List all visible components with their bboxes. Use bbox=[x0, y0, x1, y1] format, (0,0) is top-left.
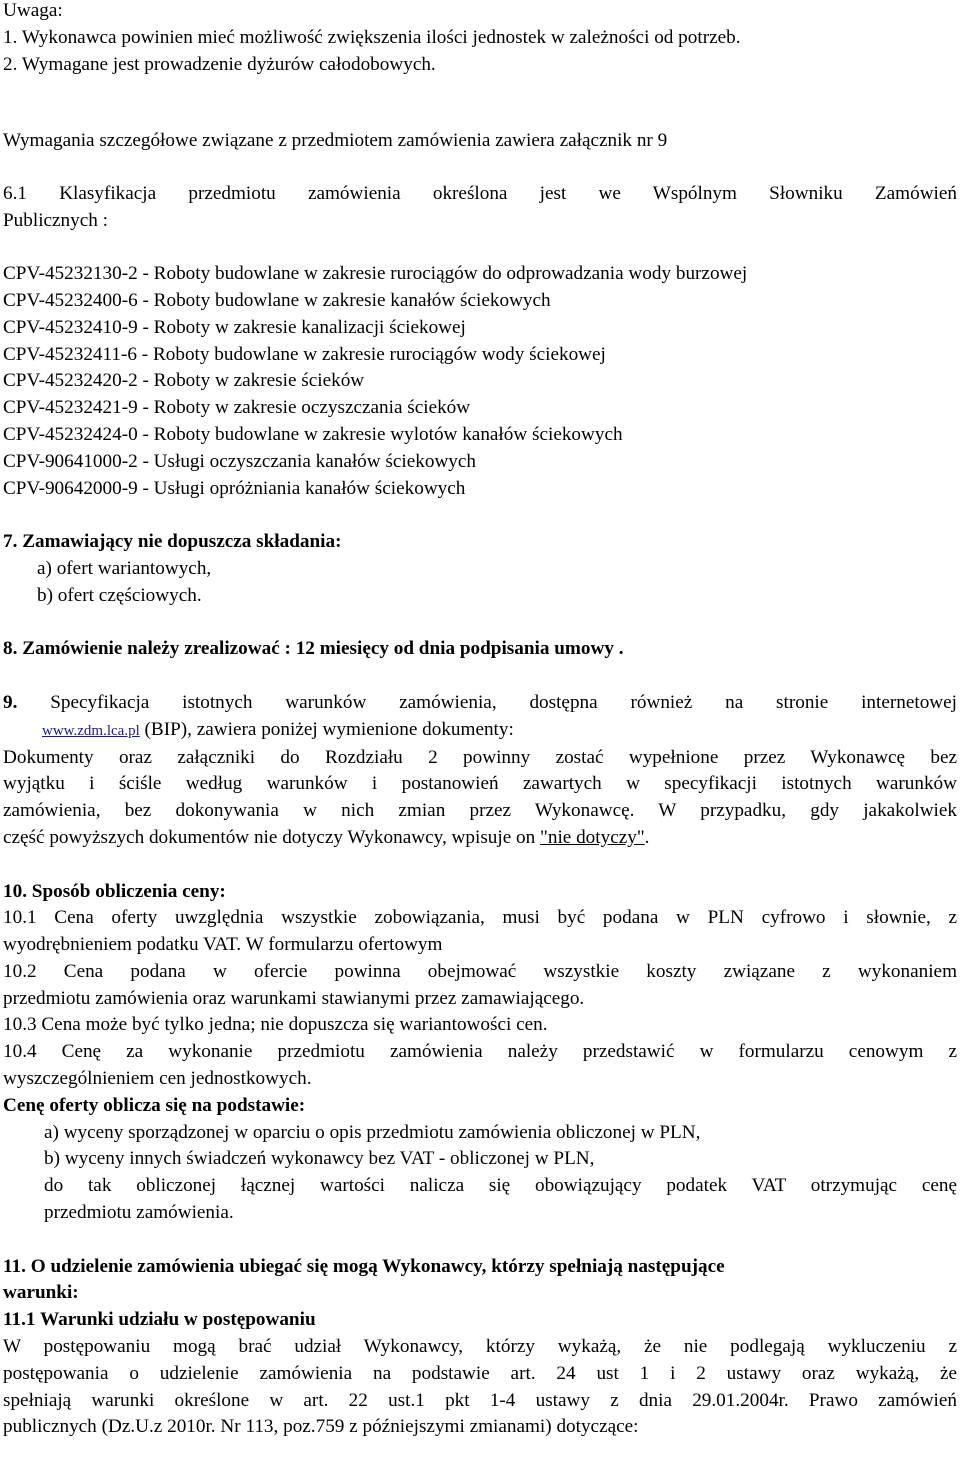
section-9-last-pre: część powyższych dokumentów nie dotyczy Wykonawcy, wpisuje on bbox=[3, 826, 541, 848]
section-9-last-post: . bbox=[644, 826, 650, 848]
cpv-item bbox=[3, 261, 957, 288]
cpv-code: CPV-45232420-2 bbox=[3, 370, 138, 392]
cpv-desc: - Roboty budowlane w zakresie rurociągów wody ściekowej bbox=[136, 343, 606, 365]
cpv-item bbox=[3, 315, 957, 342]
note-item-2: 2. Wymagane jest prowadzenie dyżurów całodobowych. bbox=[3, 53, 436, 75]
cpv-desc: - Roboty budowlane w zakresie wylotów kanałów ściekowych bbox=[137, 423, 623, 445]
section-10-4-line1: 10.4 Cenę za wykonanie przedmiotu zamówienia należy przedstawić w formularzu cenowym z bbox=[3, 1041, 957, 1063]
section-9-para-line: wyjątku i ściśle według warunków i postanowień zawartych w specyfikacji istotnych warunków bbox=[3, 773, 957, 795]
cpv-list bbox=[3, 261, 957, 502]
cpv-desc: - Roboty w zakresie kanalizacji ściekowej bbox=[137, 316, 466, 338]
section-7-heading: 7. Zamawiający nie dopuszcza składania: bbox=[3, 531, 342, 553]
price-basis-a: a) wyceny sporządzonej w oparciu o opis przedmiotu zamówienia obliczonej w PLN, bbox=[44, 1121, 701, 1143]
requirements-line: Wymagania szczegółowe związane z przedmiotem zamówienia zawiera załącznik nr 9 bbox=[3, 130, 668, 152]
cpv-desc: - Roboty budowlane w zakresie rurociągów do odprowadzania wody burzowej bbox=[137, 263, 748, 285]
document-page bbox=[3, 0, 957, 1441]
nie-dotyczy-quote: "nie dotyczy" bbox=[540, 826, 645, 848]
section-6-1-line2: Publicznych : bbox=[3, 209, 108, 231]
cpv-desc: - Usługi opróżniania kanałów ściekowych bbox=[137, 477, 466, 499]
cpv-code: CPV-90642000-9 bbox=[3, 477, 138, 499]
section-10-1-line2: wyodrębnieniem podatku VAT. W formularzu ofertowym bbox=[3, 934, 443, 956]
section-10-4-line2: wyszczególnieniem cen jednostkowych. bbox=[3, 1068, 312, 1090]
section-8-heading: 8. Zamówienie należy zrealizować : 12 miesięcy od dnia podpisania umowy . bbox=[3, 638, 624, 660]
note-item-1: 1. Wykonawca powinien mieć możliwość zwiększenia ilości jednostek w zależności od potrzeb. bbox=[3, 26, 741, 48]
cpv-desc: - Roboty w zakresie oczyszczania ścieków bbox=[137, 397, 471, 419]
section-11-last-line: publicznych (Dz.U.z 2010r. Nr 113, poz.759 z późniejszymi zmianami) dotyczące: bbox=[3, 1416, 639, 1438]
notes-title: Uwaga: bbox=[3, 0, 63, 21]
cpv-item bbox=[3, 476, 957, 503]
cpv-item bbox=[3, 422, 957, 449]
section-11-line: W postępowaniu mogą brać udział Wykonawcy, którzy wykażą, że nie podlegają wykluczeniu z bbox=[3, 1336, 957, 1358]
section-10-2-line1: 10.2 Cena podana w ofercie powinna obejmować wszystkie koszty związane z wykonaniem bbox=[3, 960, 957, 982]
section-9-line1 bbox=[3, 690, 957, 717]
section-9-para-line: Dokumenty oraz załączniki do Rozdziału 2 powinny zostać wypełnione przez Wykonawcę bez bbox=[3, 746, 957, 768]
section-11-heading-line1: 11. O udzielenie zamówienia ubiegać się mogą Wykonawcy, którzy spełniają następujące bbox=[3, 1255, 725, 1277]
cpv-code: CPV-45232410-9 bbox=[3, 316, 138, 338]
cpv-code: CPV-45232421-9 bbox=[3, 397, 138, 419]
cpv-item bbox=[3, 368, 957, 395]
price-basis-b: b) wyceny innych świadczeń wykonawcy bez VAT - obliczonej w PLN, bbox=[44, 1148, 595, 1170]
section-11-line: postępowania o udzielenie zamówienia na podstawie art. 24 ust 1 i 2 ustawy oraz wykażą, że bbox=[3, 1362, 957, 1384]
section-10-heading: 10. Sposób obliczenia ceny: bbox=[3, 880, 226, 902]
cpv-code: CPV-45232400-6 bbox=[3, 289, 138, 311]
cpv-code: CPV-45232424-0 bbox=[3, 423, 138, 445]
section-9-number: 9. bbox=[3, 691, 18, 713]
cpv-desc: - Roboty w zakresie ścieków bbox=[137, 370, 365, 392]
cpv-code: CPV-90641000-2 bbox=[3, 450, 138, 472]
price-basis-c-line1: do tak obliczonej łącznej wartości nalicza się obowiązujący podatek VAT otrzymując cenę bbox=[44, 1175, 957, 1197]
price-basis-heading: Cenę oferty oblicza się na podstawie: bbox=[3, 1094, 306, 1116]
price-basis-c-line2: przedmiotu zamówienia. bbox=[44, 1202, 234, 1224]
section-11-heading-line2: warunki: bbox=[3, 1282, 79, 1304]
cpv-code: CPV-45232411-6 bbox=[3, 343, 137, 365]
section-10-1-line1: 10.1 Cena oferty uwzględnia wszystkie zobowiązania, musi być podana w PLN cyfrowo i słownie, z bbox=[3, 907, 957, 929]
section-9-last-line bbox=[3, 825, 957, 852]
cpv-desc: - Roboty budowlane w zakresie kanałów ściekowych bbox=[137, 289, 551, 311]
bip-link[interactable]: www.zdm.lca.pl bbox=[42, 722, 140, 739]
section-7-item-a: a) ofert wariantowych, bbox=[37, 557, 212, 579]
section-11-1-heading: 11.1 Warunki udziału w postępowaniu bbox=[3, 1309, 316, 1331]
cpv-desc: - Usługi oczyszczania kanałów ściekowych bbox=[137, 450, 477, 472]
cpv-item bbox=[3, 342, 957, 369]
cpv-item bbox=[3, 449, 957, 476]
cpv-item bbox=[3, 395, 957, 422]
cpv-code: CPV-45232130-2 bbox=[3, 263, 138, 285]
section-6-1-line1: 6.1 Klasyfikacja przedmiotu zamówienia określona jest we Wspólnym Słowniku Zamówień bbox=[3, 182, 957, 204]
section-9-intro: Specyfikacja istotnych warunków zamówienia, dostępna również na stronie internetowej bbox=[50, 691, 957, 713]
section-9-line2-rest: (BIP), zawiera poniżej wymienione dokumenty: bbox=[139, 718, 514, 740]
section-10-3: 10.3 Cena może być tylko jedna; nie dopuszcza się wariantowości cen. bbox=[3, 1014, 548, 1036]
cpv-item bbox=[3, 288, 957, 315]
section-9-line2 bbox=[3, 717, 957, 745]
section-10-2-line2: przedmiotu zamówienia oraz warunkami stawianymi przez zamawiającego. bbox=[3, 987, 585, 1009]
section-9-para-line: zamówienia, bez dokonywania w nich zmian przez Wykonawcę. W przypadku, gdy jakakolwiek bbox=[3, 800, 957, 822]
section-11-line: spełniają warunki określone w art. 22 ust.1 pkt 1-4 ustawy z dnia 29.01.2004r. Prawo zamówień bbox=[3, 1389, 957, 1411]
section-7-item-b: b) ofert częściowych. bbox=[37, 584, 202, 606]
